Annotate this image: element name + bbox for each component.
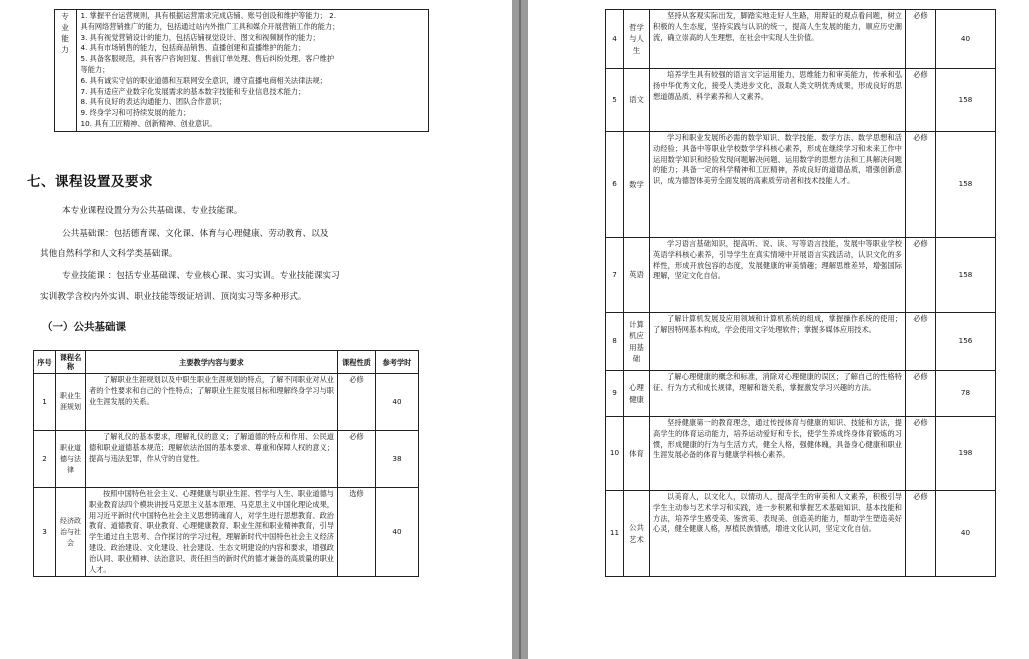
list-item: 9. 终身学习和可持续发展的能力；	[80, 108, 191, 118]
course-type: 必修	[906, 10, 936, 69]
table-row	[606, 491, 996, 577]
course-hours: 158	[936, 132, 996, 238]
paragraph: 其他自然科学和人文科学类基础课。	[40, 249, 178, 259]
column-header: 主要教学内容与要求	[86, 351, 338, 374]
table-row	[34, 374, 419, 431]
row-number: 2	[34, 431, 56, 488]
course-hours: 38	[376, 431, 419, 488]
ability-side-label: 专业能力	[54, 10, 76, 132]
table-row	[606, 10, 996, 69]
course-name: 哲学与人生	[624, 10, 650, 69]
table-header-row	[34, 351, 419, 374]
row-number: 5	[606, 69, 624, 132]
table-row	[606, 238, 996, 313]
course-name: 经济政治与社会	[56, 488, 86, 577]
course-type: 必修	[906, 313, 936, 371]
course-type: 必修	[338, 374, 376, 431]
course-type: 必修	[338, 431, 376, 488]
course-type: 必修	[906, 417, 936, 491]
course-hours: 40	[376, 488, 419, 577]
paragraph: 专业技能课 ：包括专业基础课、专业核心课、实习实训。专业技能课实习	[62, 271, 340, 281]
course-type: 必修	[906, 371, 936, 417]
table-row	[606, 417, 996, 491]
course-content: 了解职业生涯规划以及中职生职业生涯规划的特点，了解不同职业对从业者的个性要求和自己的个性特点；了解职业生涯发展目标和理解终身学习与职业生涯发展的关系。	[86, 374, 338, 431]
table-spacer	[38, 10, 54, 132]
course-name: 语文	[624, 69, 650, 132]
subsection-heading: （一）公共基础课	[42, 321, 126, 333]
row-number: 10	[606, 417, 624, 491]
course-hours: 158	[936, 238, 996, 313]
list-item: 3. 具有视觉营销设计的能力，包括店铺视觉设计、图文和视频制作的能力；	[80, 32, 320, 42]
row-number: 8	[606, 313, 624, 371]
page-divider	[519, 0, 521, 659]
ability-items-cell	[76, 10, 428, 132]
list-item: 等能力；	[80, 64, 110, 74]
course-hours: 40	[936, 10, 996, 69]
course-content: 学习和职业发展所必需的数学知识、数学技能、数学方法、数学思想和活动经验；具备中等职业学校数学学科核心素养，形成在继续学习和未来工作中运用数学知识和经验发现问题解决问题、运用数学的思想方法和工具解决问题的能力；具备一定的科学精神和工匠精神，养成良好的道德品质，增强创新意识，成为德智体美劳全面发展的高素质劳动者和技术技能人才。	[650, 132, 906, 238]
paragraph: 公共基础课：包括德育课、文化课、体育与心理健康、劳动教育、以及	[62, 229, 329, 239]
row-number: 3	[34, 488, 56, 577]
course-type: 必修	[906, 132, 936, 238]
course-type: 必修	[906, 69, 936, 132]
list-item: 10. 具有工匠精神、创新精神、创业意识。	[80, 118, 217, 128]
row-number: 7	[606, 238, 624, 313]
course-content: 坚持健康第一的教育理念，通过传授体育与健康的知识、技能和方法，提高学生的体育运动能力，培养运动爱好和专长，使学生养成终身体育锻炼的习惯，形成健康的行为与生活方式，健全人格，强健体魄，具备身心健康和职业生涯发展必备的体育与健康学科核心素养。	[650, 417, 906, 491]
row-number: 11	[606, 491, 624, 577]
section-heading: 七、课程设置及要求	[27, 174, 153, 190]
course-content: 以美育人，以文化人，以情动人，提高学生的审美和人文素养，积极引导学生主动参与艺术学习和实践，进一步积累和掌握艺术基础知识、基本技能和方法，培养学生感受美、鉴赏美、表现美、创造美的能力，帮助学生塑造美好心灵，健全健康人格，厚植民族情感，增进文化认同，坚定文化自信。	[650, 491, 906, 577]
paragraph: 本专业课程设置分为公共基础课、专业技能课。	[62, 206, 243, 216]
list-item: 7. 具有适应产业数字化发展需求的基本数字技能和专业信息技术能力；	[80, 86, 306, 96]
course-content: 按照中国特色社会主义、心理健康与职业生涯、哲学与人生、职业道德与职业教育法四个模块讲授马克思主义基本原理、马克思主义中国化理论成果，用习近平新时代中国特色社会主义思想铸魂育人，对学生进行思想教育、政治教育、道德教育、职业教育、心理健康教育、职业生涯和职业精神教育，引导学生通过自主思考、合作探讨的学习过程，理解新时代中国特色社会主义经济建设、政治建设、文化建设、社会建设、生态文明建设的内容和要求，增强政治认同、职业精神、法治意识、责任担当的新时代的德才兼备的高质量的职业人才。	[86, 488, 338, 577]
course-name: 公共艺术	[624, 491, 650, 577]
course-hours: 158	[936, 69, 996, 132]
course-hours: 156	[936, 313, 996, 371]
table-row	[606, 371, 996, 417]
professional-ability-table	[38, 9, 429, 132]
paragraph: 实训教学含校内外实训、职业技能等级证培训、顶岗实习等多种形式。	[40, 292, 307, 302]
course-name: 体育	[624, 417, 650, 491]
course-type: 必修	[906, 238, 936, 313]
column-header: 序号	[34, 351, 56, 374]
course-hours: 40	[936, 491, 996, 577]
course-type: 必修	[906, 491, 936, 577]
course-name: 数学	[624, 132, 650, 238]
course-hours: 40	[376, 374, 419, 431]
list-item: 8. 具有良好的表达沟通能力、团队合作意识；	[80, 97, 227, 107]
row-number: 4	[606, 10, 624, 69]
public-course-table	[33, 350, 419, 577]
course-name: 英语	[624, 238, 650, 313]
course-name: 计算机应用基础	[624, 313, 650, 371]
course-name: 心理健康	[624, 371, 650, 417]
column-header: 课程性质	[338, 351, 376, 374]
course-type: 选修	[338, 488, 376, 577]
course-name: 职业道德与法律	[56, 431, 86, 488]
course-content: 学习语言基础知识，提高听、说、读、写等语言技能，发展中等职业学校英语学科核心素养，引导学生在真实情境中开展语言实践活动，认识文化的多样性，形成开放包容的态度，发展健康的审美情趣；理解思维差异，增强国际理解，坚定文化自信。	[650, 238, 906, 313]
list-item: 具有网络营销推广的能力，包括通过站内外推广工具和媒介开展营销工作的能力；	[80, 21, 340, 31]
course-content: 了解计算机发展及应用领域和计算机系统的组成，掌握操作系统的使用；了解因特网基本构成，学会使用文字处理软件；掌握多媒体应用技术。	[650, 313, 906, 371]
list-item: 1. 掌握平台运营规则，具有根据运营需求完成店铺、账号创设和维护等能力； 2.	[80, 11, 336, 20]
list-item: 4. 具有市场销售的能力，包括商品销售、直播创建和直播维护的能力；	[80, 43, 306, 53]
course-content: 坚持从客观实际出发，脚踏实地走好人生路，用辩证的观点看问题，树立积极的人生态度，坚持实践与认识的统一，提高人生发展的能力，顺应历史潮流，确立崇高的人生理想，在社会中实现人生价值。	[650, 10, 906, 69]
table-row	[606, 69, 996, 132]
row-number: 9	[606, 371, 624, 417]
table-row	[606, 313, 996, 371]
course-hours: 78	[936, 371, 996, 417]
list-item: 5. 具备客服规范，具有客户咨询回复、售前订单处理、售后纠纷处理、客户维护	[80, 54, 335, 64]
table-row	[606, 132, 996, 238]
public-course-table-continued	[605, 9, 996, 577]
course-content: 了解礼仪的基本要求，理解礼仪的意义；了解道德的特点和作用、公民道德和职业道德基本规范；理解依法治国的基本要求、尊重和保障人权的意义；提高与违法犯罪，作从守的自觉性。	[86, 431, 338, 488]
column-header: 参考学时	[376, 351, 419, 374]
table-row	[34, 431, 419, 488]
course-content: 培养学生具有较强的语言文字运用能力、思维能力和审美能力，传承和弘扬中华优秀文化，接受人类进步文化，汲取人类文明优秀成果，形成良好的思想道德品质、科学素养和人文素养。	[650, 69, 906, 132]
table-row	[34, 488, 419, 577]
course-hours: 198	[936, 417, 996, 491]
row-number: 6	[606, 132, 624, 238]
column-header: 课程名称	[56, 351, 86, 374]
list-item: 6. 具有诚实守信的职业道德和互联网安全意识，遵守直播电商相关法律法规；	[80, 75, 327, 85]
course-content: 了解心理健康的概念和标准，消除对心理健康的误区；了解自己的性格特征、行为方式和成长规律，理解和谐关系，掌握激发学习兴趣的方法。	[650, 371, 906, 417]
course-name: 职业生涯规划	[56, 374, 86, 431]
row-number: 1	[34, 374, 56, 431]
